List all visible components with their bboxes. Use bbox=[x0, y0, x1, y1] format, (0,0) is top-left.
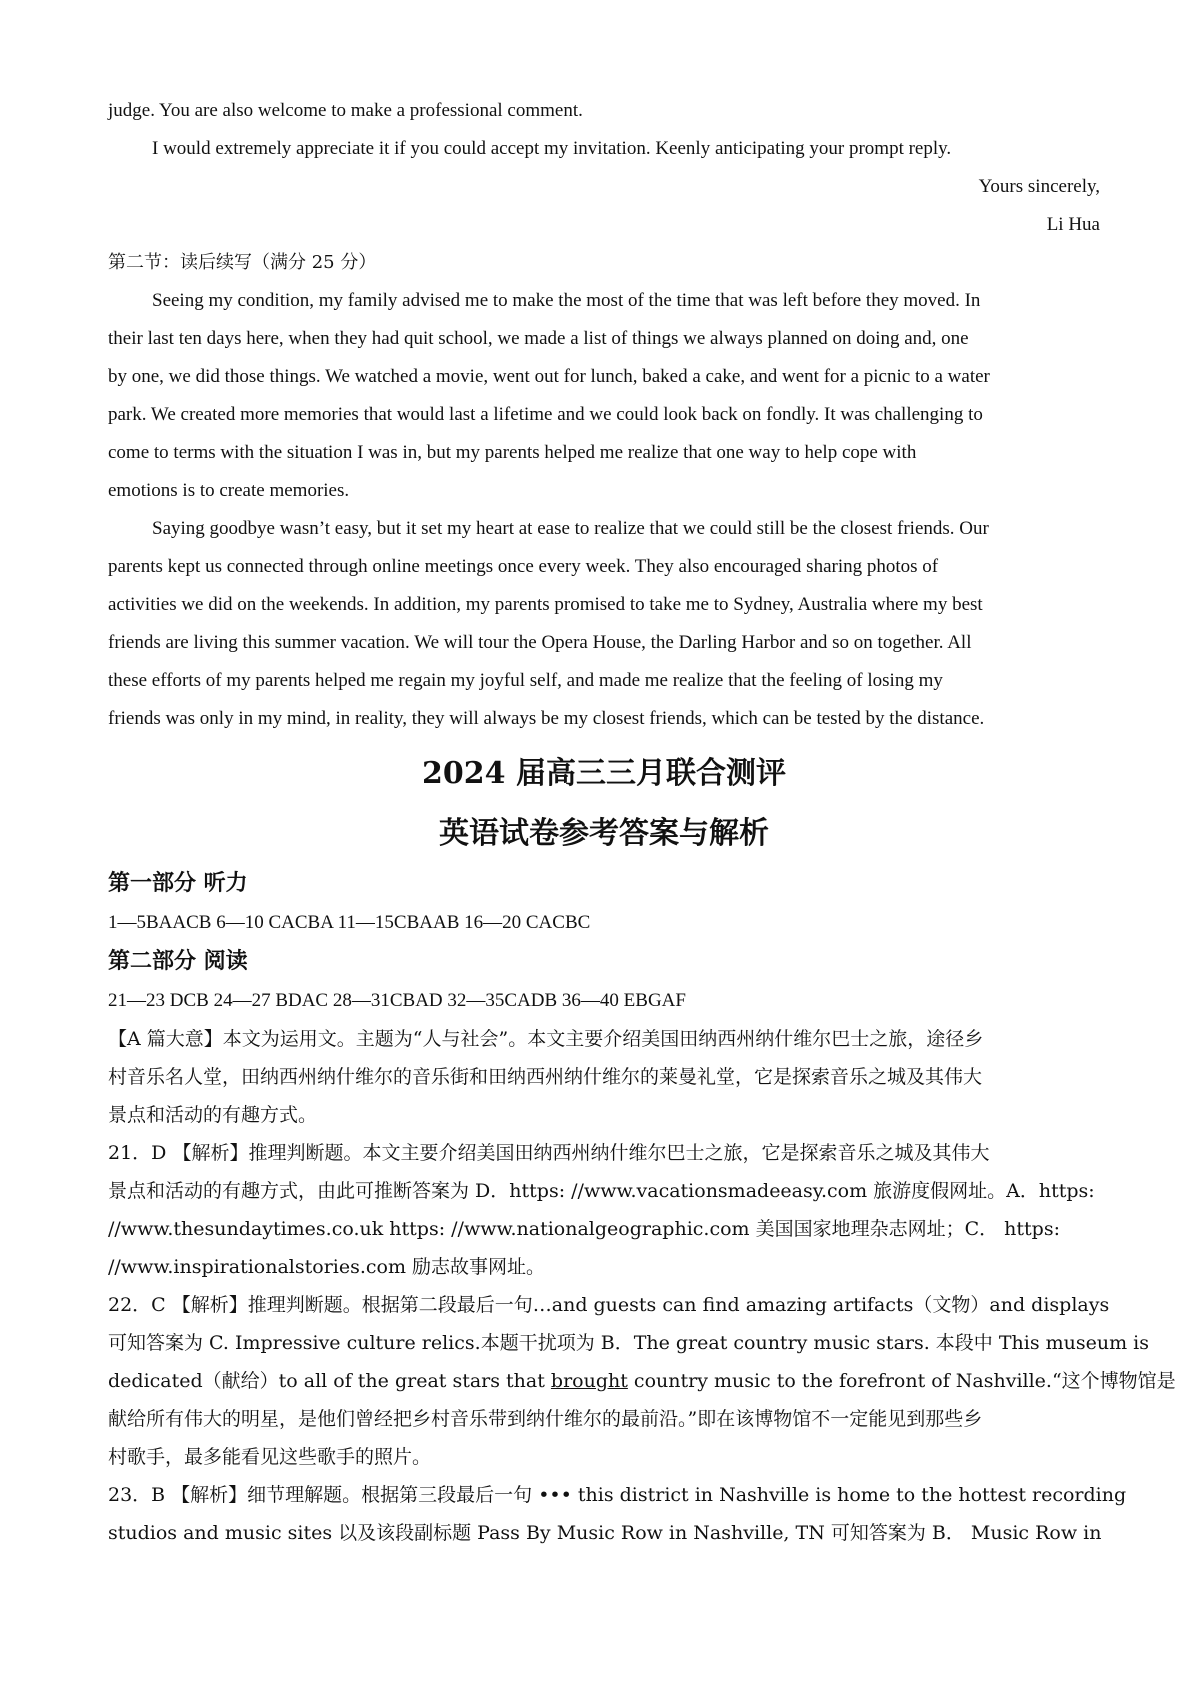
question-explanation-21 bbox=[108, 1134, 1100, 1286]
answer-key-line: 1—5BAACB 6—10 CACBA 11—15CBAAB 16—20 CACBC bbox=[108, 912, 591, 933]
paragraph-line: emotions is to create memories. bbox=[108, 480, 350, 501]
explanation-line: 【A 篇大意】本文为运用文。主题为“人与社会”。本文主要介绍美国田纳西州纳什维尔巴士之旅，途径乡 bbox=[108, 1028, 984, 1050]
continuation-paragraph bbox=[108, 510, 1100, 738]
paragraph-line: Seeing my condition, my family advised me to make the most of the time that was left before they moved. In bbox=[152, 290, 981, 311]
paragraph-line: activities we did on the weekends. In addition, my parents promised to take me to Sydney, Australia where my best bbox=[108, 594, 983, 615]
explanation-line bbox=[108, 1362, 1176, 1400]
paragraph-line: Saying goodbye wasn’t easy, but it set my heart at ease to realize that we could still be the closest friends. Our bbox=[152, 518, 989, 539]
document-subtitle: 英语试卷参考答案与解析 bbox=[439, 816, 769, 851]
text-run: country music to the forefront of Nashville.“这个博物馆是 bbox=[627, 1370, 1176, 1392]
explanation-line: 村歌手，最多能看见这些歌手的照片。 bbox=[108, 1446, 432, 1468]
letter-closing: Yours sincerely, bbox=[978, 176, 1100, 197]
paragraph-line: friends are living this summer vacation. We will tour the Opera House, the Darling Harbor and so on together. All bbox=[108, 632, 972, 653]
paragraph-line: come to terms with the situation I was in, but my parents helped me realize that one way to help cope with bbox=[108, 442, 917, 463]
explanation-line: studios and music sites 以及该段副标题 Pass By Music Row in Nashville, TN 可知答案为 B． Music Row in bbox=[108, 1522, 1102, 1544]
explanation-line: 献给所有伟大的明星，是他们曾经把乡村音乐带到纳什维尔的最前沿。”即在该博物馆不一定能见到那些乡 bbox=[108, 1408, 983, 1430]
paragraph-line: by one, we did those things. We watched a movie, went out for lunch, baked a cake, and went for a picnic to a water bbox=[108, 366, 990, 387]
passage-summary bbox=[108, 1020, 1100, 1134]
explanation-line: 23．B 【解析】细节理解题。根据第三段最后一句 ••• this district in Nashville is home to the hottest recording bbox=[108, 1484, 1127, 1506]
paragraph-line: parents kept us connected through online meetings once every week. They also encouraged sharing photos of bbox=[108, 556, 939, 577]
explanation-line: 景点和活动的有趣方式，由此可推断答案为 D．https: //www.vacationsmadeeasy.com 旅游度假网址。A．https: bbox=[108, 1180, 1095, 1202]
explanation-line: 21．D 【解析】推理判断题。本文主要介绍美国田纳西州纳什维尔巴士之旅，它是探索音乐之城及其伟大 bbox=[108, 1142, 990, 1164]
explanation-line: 22．C 【解析】推理判断题。根据第二段最后一句…and guests can find amazing artifacts（文物）and displays bbox=[108, 1294, 1110, 1316]
question-explanation-22 bbox=[108, 1286, 1176, 1476]
section-label: 第二节：读后续写（满分 25 分） bbox=[108, 252, 377, 273]
part-heading-listening: 第一部分 听力 bbox=[108, 871, 248, 896]
text-run: dedicated（献给）to all of the great stars that bbox=[108, 1370, 551, 1392]
explanation-line: 村音乐名人堂，田纳西州纳什维尔的音乐街和田纳西州纳什维尔的莱曼礼堂，它是探索音乐之城及其伟大 bbox=[108, 1066, 983, 1088]
answer-key-line: 21—23 DCB 24—27 BDAC 28—31CBAD 32—35CADB 36—40 EBGAF bbox=[108, 990, 686, 1011]
letter-line: judge. You are also welcome to make a professional comment. bbox=[108, 100, 583, 121]
explanation-line: 可知答案为 C. Impressive culture relics.本题干扰项为 B．The great country music stars. 本段中 This museum is bbox=[108, 1332, 1149, 1354]
answer-document bbox=[108, 92, 1176, 1552]
paragraph-line: their last ten days here, when they had quit school, we made a list of things we always planned on doing and, one bbox=[108, 328, 969, 349]
paragraph-line: park. We created more memories that would last a lifetime and we could look back on fondly. It was challenging to bbox=[108, 404, 983, 425]
explanation-line: 景点和活动的有趣方式。 bbox=[108, 1104, 318, 1126]
explanation-line: //www.inspirationalstories.com 励志故事网址。 bbox=[108, 1256, 546, 1278]
explanation-line: //www.thesundaytimes.co.uk https: //www.nationalgeographic.com 美国国家地理杂志网址；C． https: bbox=[108, 1218, 1060, 1240]
letter-line: I would extremely appreciate it if you could accept my invitation. Keenly anticipating your prompt reply. bbox=[152, 138, 952, 159]
paragraph-line: friends was only in my mind, in reality, they will always be my closest friends, which can be tested by the distance. bbox=[108, 708, 985, 729]
letter-signature: Li Hua bbox=[1046, 214, 1100, 235]
part-heading-reading: 第二部分 阅读 bbox=[108, 949, 248, 974]
underlined-word: brought bbox=[550, 1370, 628, 1392]
continuation-paragraph bbox=[108, 282, 1100, 510]
question-explanation-23 bbox=[108, 1476, 1127, 1552]
document-title: 2024 届高三三月联合测评 bbox=[422, 756, 786, 791]
paragraph-line: these efforts of my parents helped me regain my joyful self, and made me realize that the feeling of losing my bbox=[108, 670, 943, 691]
